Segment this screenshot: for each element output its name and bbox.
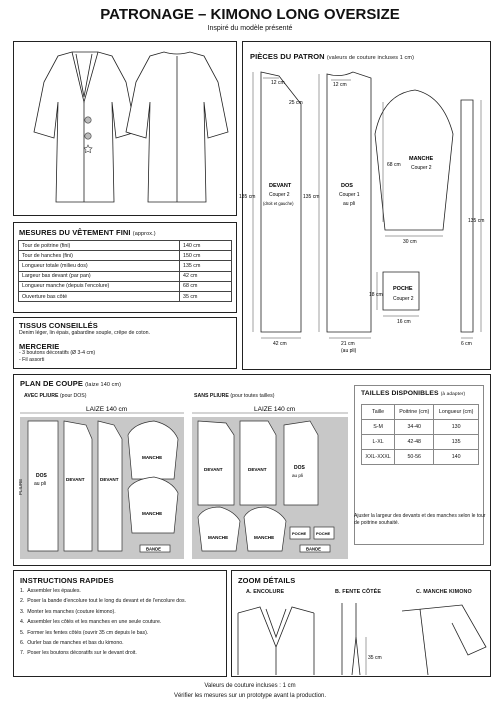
- table-row: XXL-XXXL 50-56 140: [362, 450, 479, 465]
- manche-length-dim: 68 cm: [387, 162, 401, 168]
- fold-manche2-label: MANCHE: [142, 511, 163, 516]
- fold-title: AVEC PLIURE: [24, 393, 59, 399]
- instruction-step: 5. Former les fentes côtés (ouvrir 35 cm depuis le bas).: [20, 629, 149, 636]
- notions-item: - 3 boutons décoratifs (Ø 3-4 cm): [19, 350, 96, 356]
- fold-note: (pour DOS): [59, 393, 87, 399]
- table-row: Tour de hanches (fini) 150 cm: [19, 251, 232, 261]
- devant-top-dim: 12 cm: [271, 80, 285, 86]
- dos-detail: au pli: [343, 201, 355, 207]
- zoom-a-label: A. ENCOLURE: [246, 589, 285, 595]
- fold-laize: LAIZE 140 cm: [86, 406, 128, 413]
- nofold-manche2-label: MANCHE: [254, 535, 275, 540]
- instruction-step: 2. Poser la bande d'encolure tout le long du devant et de l'encolure dos.: [20, 598, 187, 605]
- table-row: L-XL 42-48 135: [362, 435, 479, 450]
- poche-label: POCHE: [393, 286, 413, 292]
- sizes-title: TAILLES DISPONIBLES: [361, 390, 439, 397]
- instruction-step: 6. Ourler bas de manches et bas du kimono.: [20, 639, 124, 646]
- nofold-note: (pour toutes tailles): [230, 393, 275, 399]
- sizes-table: [361, 404, 479, 465]
- notions-item: - Fil assorti: [19, 357, 45, 363]
- nofold-laize: LAIZE 140 cm: [254, 406, 296, 413]
- table-header: Taille Poitrine (cm) Longueur (cm): [362, 405, 479, 420]
- cutting-layout-panel: [13, 374, 491, 566]
- devant-neck-dim: 25 cm: [289, 100, 303, 106]
- fold-pliure-label: PLIURE: [18, 478, 23, 495]
- nofold-poche2-label: POCHE: [316, 531, 331, 536]
- instruction-step: 7. Poser les boutons décoratifs sur le devant droit.: [20, 650, 137, 657]
- fold-dos-note: au pli: [34, 481, 46, 487]
- measures-table: [18, 240, 232, 302]
- pattern-pieces-panel: [239, 41, 491, 370]
- manche-width-dim: 30 cm: [403, 239, 417, 245]
- bande-width-dim: 6 cm: [461, 341, 472, 347]
- dos-label: DOS: [341, 183, 353, 189]
- fabrics-text: Denim léger, lin épais, gabardine souple, crêpe de coton.: [19, 330, 150, 336]
- nofold-poche1-label: POCHE: [292, 531, 307, 536]
- bande-length-dim: 135 cm: [468, 218, 485, 224]
- page-title: PATRONAGE – KIMONO LONG OVERSIZE: [100, 6, 400, 23]
- measures-title: MESURES DU VÊTEMENT FINI: [19, 228, 131, 237]
- fold-manche1-label: MANCHE: [142, 455, 163, 460]
- pieces-title: PIÈCES DU PATRON: [250, 52, 325, 61]
- zoom-panel: [231, 570, 491, 677]
- devant-detail: (droit et gauche): [263, 201, 294, 206]
- poche-height-dim: 18 cm: [369, 292, 383, 298]
- manche-label: MANCHE: [409, 156, 434, 162]
- manche-cut: Couper 2: [411, 165, 432, 171]
- nofold-dos-label: DOS: [294, 465, 305, 471]
- dos-width-note: (au pli): [341, 348, 357, 354]
- fabrics-panel: [13, 317, 237, 369]
- nofold-manche1-label: MANCHE: [208, 535, 229, 540]
- table-row: Tour de poitrine (fini) 140 cm: [19, 241, 232, 251]
- sizes-note: (à adapter): [440, 392, 466, 397]
- nofold-devant1-label: DEVANT: [204, 467, 223, 472]
- instruction-step: 4. Assembler les côtés et les manches en une seule couture.: [20, 619, 162, 626]
- devant-cut: Couper 2: [269, 192, 290, 198]
- illustration-panel: [13, 41, 237, 216]
- page-subtitle: Inspiré du modèle présenté: [207, 25, 293, 32]
- fold-dos-label: DOS: [36, 473, 47, 479]
- zoom-title: ZOOM DÉTAILS: [238, 576, 296, 585]
- footer-line2: Vérifier les mesures sur un prototype avant la production.: [173, 693, 327, 699]
- zoom-b-label: B. FENTE CÔTÉE: [335, 589, 382, 595]
- pattern-pieces-drawing: [239, 42, 490, 369]
- nofold-dos-note: au pli: [292, 473, 303, 478]
- fold-devant2-label: DEVANT: [100, 477, 119, 482]
- measures-panel: [13, 222, 237, 313]
- notions-title: MERCERIE: [19, 342, 60, 351]
- fold-bande-label: BANDE: [146, 546, 161, 552]
- pieces-note: (valeurs de couture incluses 1 cm): [326, 55, 415, 61]
- sizes-footnote: Ajuster la largeur des devants et des manches selon le tour de poitrine souhaité.: [354, 513, 486, 526]
- dos-top-dim: 12 cm: [333, 82, 347, 88]
- instructions-title: INSTRUCTIONS RAPIDES: [20, 576, 114, 585]
- layout-title: PLAN DE COUPE: [20, 379, 83, 388]
- poche-width-dim: 16 cm: [397, 319, 411, 325]
- footer-line1: Valeurs de couture incluses : 1 cm: [204, 683, 296, 689]
- zoom-c-label: C. MANCHE KIMONO: [416, 589, 472, 595]
- cutting-layout-drawing: [14, 375, 354, 565]
- nofold-bande-label: BANDE: [306, 546, 321, 552]
- nofold-title: SANS PLIURE: [194, 393, 229, 399]
- devant-length-dim: 135 cm: [239, 194, 256, 200]
- fold-devant1-label: DEVANT: [66, 477, 85, 482]
- devant-label: DEVANT: [269, 183, 292, 189]
- dos-width-dim: 21 cm: [341, 341, 355, 347]
- table-row: Largeur bas devant (par pan) 42 cm: [19, 271, 232, 281]
- devant-width-dim: 42 cm: [273, 341, 287, 347]
- zoom-drawings: [232, 597, 490, 677]
- poche-cut: Couper 2: [393, 296, 414, 302]
- table-row: Longueur totale (milieu dos) 135 cm: [19, 261, 232, 271]
- table-row: S-M 34-40 130: [362, 420, 479, 435]
- fabrics-title: TISSUS CONSEILLÉS: [19, 321, 98, 330]
- bande-piece: [461, 100, 473, 332]
- zoom-b-dim: 35 cm: [368, 655, 382, 661]
- table-row: Longueur manche (depuis l'encolure) 68 cm: [19, 281, 232, 291]
- instruction-step: 1. Assembler les épaules.: [20, 588, 81, 594]
- dos-length-dim: 135 cm: [303, 194, 320, 200]
- table-row: Ouverture bas côté 35 cm: [19, 291, 232, 301]
- kimono-illustration: [14, 42, 236, 215]
- dos-cut: Couper 1: [339, 192, 360, 198]
- measures-note: (approx.): [132, 231, 156, 237]
- instructions-panel: [13, 570, 227, 677]
- instruction-step: 3. Monter les manches (couture kimono).: [20, 608, 116, 615]
- layout-note: (laize 140 cm): [85, 382, 122, 388]
- nofold-devant2-label: DEVANT: [248, 467, 267, 472]
